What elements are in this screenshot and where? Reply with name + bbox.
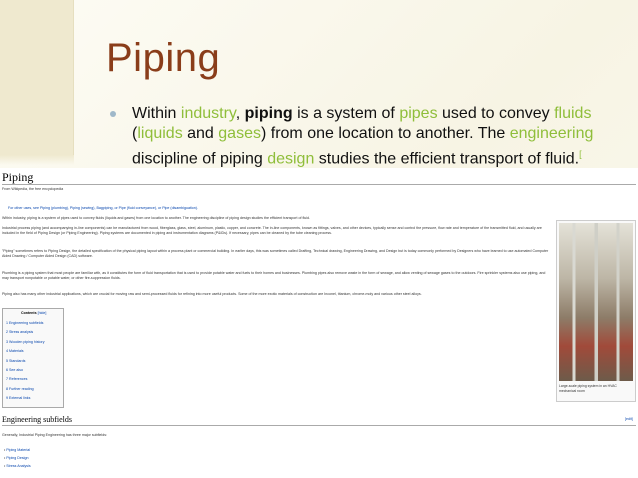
section-intro: Generally, Industrial Piping Engineering has three major subfields: [2,433,108,437]
toc-title-text: Contents [21,311,37,315]
toc-item[interactable]: 1 Engineering subfields [6,321,44,325]
link-liquids[interactable]: liquids [137,125,183,142]
wiki-lead: Within industry, piping is a system of pipes used to convey fluids (liquids and gases) from one location to another. The engineering discipline of piping design studies the efficient transport of fluid. [2,216,311,220]
bold-piping: piping [244,105,293,122]
piping-system-photo[interactable] [559,223,633,381]
edit-link[interactable]: [edit] [625,417,633,421]
text: ) from one location to another. The [260,125,510,142]
section-heading: Engineering subfields [2,415,72,424]
text: studies the efficient transport of fluid. [314,150,580,168]
divider [2,184,636,185]
wiki-paragraph-2: "Piping" sometimes refers to Piping Design, the detailed specification of the physical piping layout within a process plant or commercial building. In earlier days, this was sometimes called Drafting, Technical drawing, Engineering Drawing, and Design but is today commonly performed by Designers who have learned to use automated Computer Aided Drawing / Computer Aided Design (CAD) software. [2,249,549,259]
wiki-page-title: Piping [2,170,34,184]
bullet-text [108,104,608,169]
text: , [235,105,245,122]
wiki-hatnote[interactable]: For other uses, see Piping (plumbing), Piping (sewing), Bagpiping, or Pipe (fluid conveyance), or Pipe (disambiguation). [8,206,198,210]
subfield-item[interactable]: • Piping Design [4,454,31,462]
wiki-from-line: From Wikipedia, the free encyclopedia [2,187,64,191]
toc-item[interactable]: 7 References [6,377,28,382]
reference-link[interactable]: [ [579,149,582,159]
toc-item[interactable]: 4 Materials [6,349,24,354]
wikipedia-screenshot [0,168,638,478]
text: discipline of piping [132,150,268,168]
toc-item[interactable]: 6 See also [6,368,23,373]
text: Within [132,105,181,122]
wiki-paragraph-3: Plumbing is a piping system that most people are familiar with, as it constitutes the form of fluid transportation that is used to provide potable water and fuels to their homes and businesses. Plumbing pipes also remove waste in the form of sewage, and allow venting of sewage gases to the outdoors. Fire sprinkler systems also use piping, and may transport nonpotable or potable water, or other fire-suppression fluids. [2,271,546,281]
link-industry[interactable]: industry [180,105,236,122]
text: and [182,125,219,142]
divider [2,425,636,426]
subfield-item[interactable]: • Stress Analysis [4,462,31,470]
table-of-contents [2,308,64,408]
link-design[interactable]: design [267,150,315,168]
wiki-paragraph-4: Piping also has many other industrial applications, which are crucial for moving raw and semi-processed fluids for refining into more useful products. Some of the more exotic materials of construction are Inconel, titanium, chrome-moly and various other steel alloys. [2,292,422,296]
toc-item[interactable]: 5 Standards [6,358,26,363]
thumbnail-caption: Large-scale piping system in an HVAC mechanical room [559,384,617,393]
text: used to convey [437,105,555,122]
toc-list [6,319,45,404]
link-pipes[interactable]: pipes [399,105,438,122]
toc-item[interactable]: 8 Further reading [6,386,34,391]
toc-hide-link[interactable]: [hide] [37,311,47,315]
wiki-paragraph-1: Industrial process piping (and accompanying in-line components) can be manufactured from wood, fiberglass, glass, steel, aluminum, plastic, copper, and concrete. The in-line components, known as fittings, valves, and other devices, typically sense and control the pressure, flow rate and temperature of the transmitted fluid, and usually are included in the field of Piping Design (or Piping Engineering). Piping systems are documented in piping and instrumentation diagrams (P&IDs). If necessary, pipes can be cleaned by the tube cleaning process. [2,226,542,236]
corner-decoration-fade [0,155,74,165]
link-engineering[interactable]: engineering [509,125,594,142]
text: ( [132,125,138,142]
slide-title: Piping [106,36,221,80]
bullet-paragraph [108,104,608,169]
subfield-item[interactable]: • Piping Material [4,446,31,454]
link-gases[interactable]: gases [218,125,261,142]
toc-item[interactable]: 3 Wooden piping history [6,339,45,344]
corner-decoration [0,0,74,155]
thumbnail-figure [556,220,636,402]
toc-item[interactable]: 9 External links [6,396,31,401]
text: is a system of [292,105,400,122]
subfield-list [4,446,31,470]
toc-item[interactable]: 2 Stress analysis [6,330,34,335]
link-fluids[interactable]: fluids [554,105,592,122]
toc-title [21,311,46,315]
